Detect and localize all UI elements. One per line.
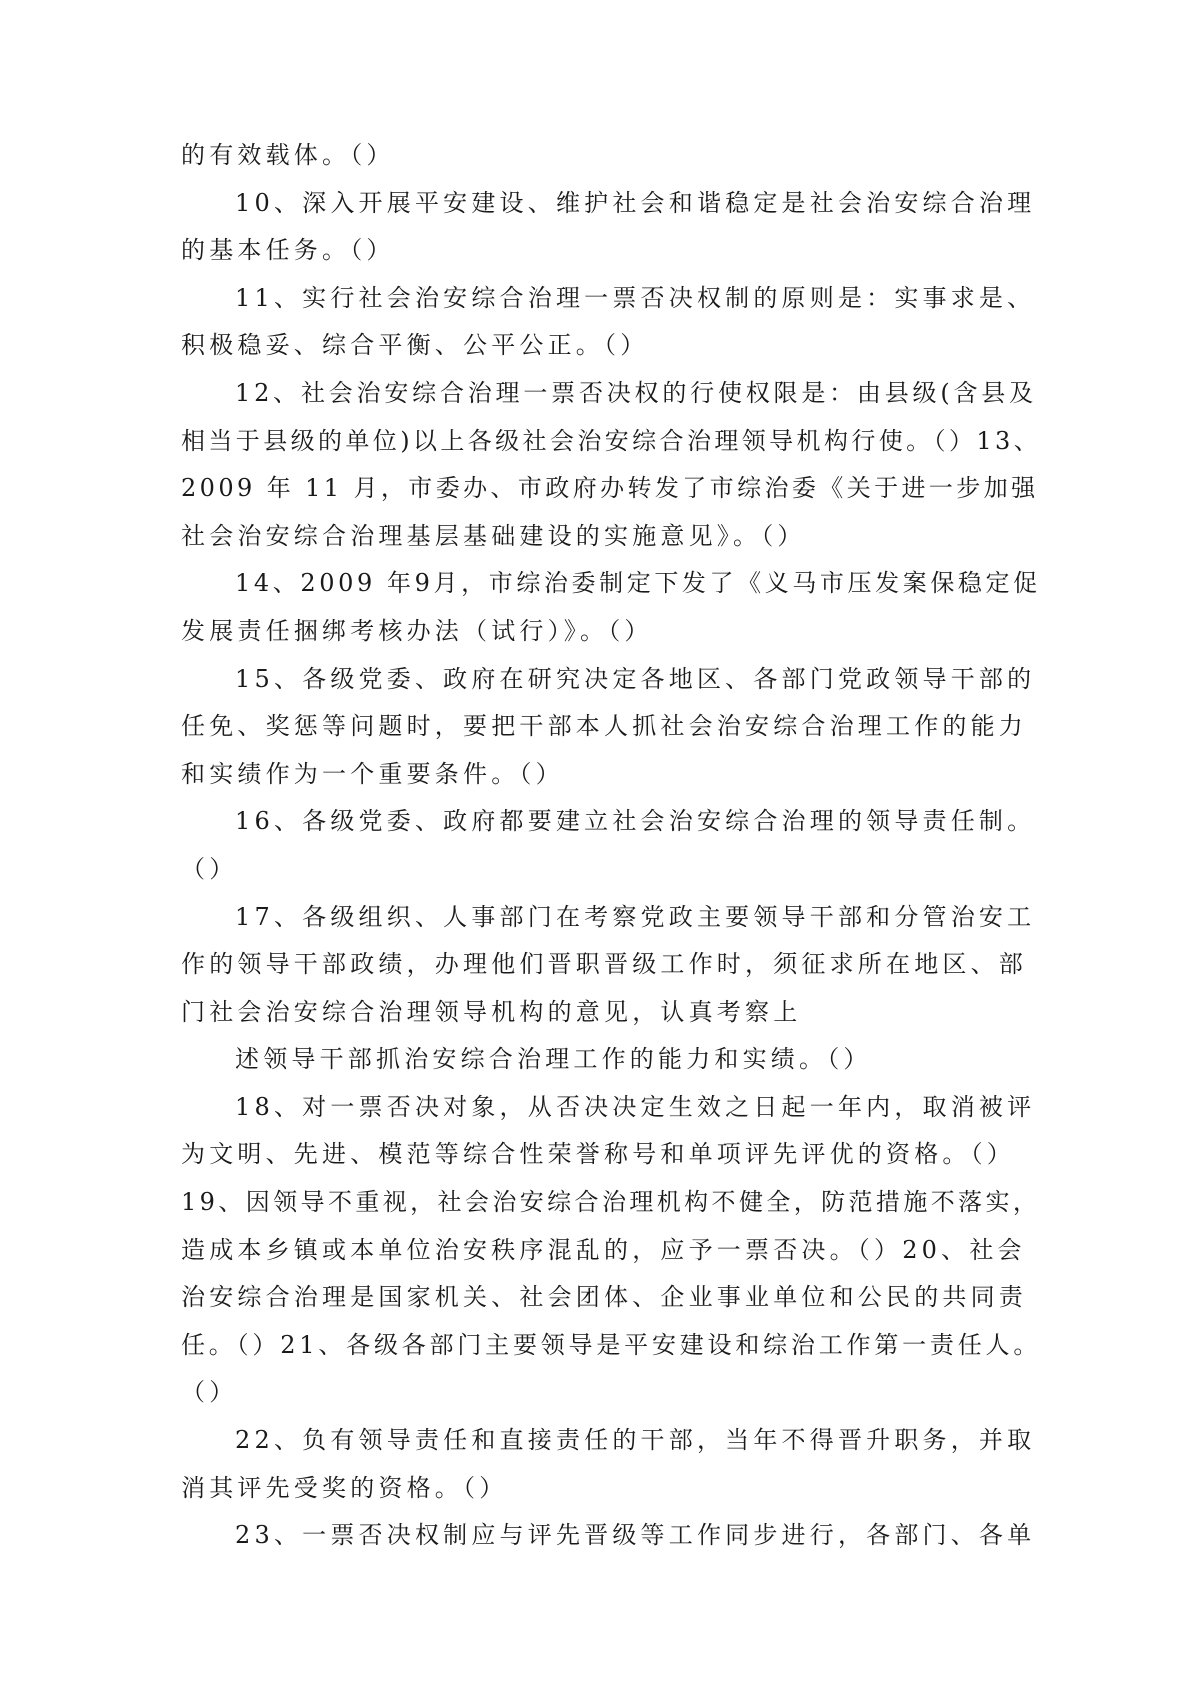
text-line: 任免、奖惩等问题时，要把干部本人抓社会治安综合治理工作的能力	[181, 712, 1027, 741]
text-line: 相当于县级的单位)以上各级社会治安综合治理领导机构行使。（）13、	[181, 426, 1042, 455]
text-line: 和实绩作为一个重要条件。（）	[181, 759, 564, 788]
text-line: 述领导干部抓治安综合治理工作的能力和实绩。（）	[235, 1045, 872, 1074]
text-line: 造成本乡镇或本单位治安秩序混乱的，应予一票否决。（）20、社会	[181, 1235, 1026, 1264]
text-line: 15、各级党委、政府在研究决定各地区、各部门党政领导干部的	[235, 664, 1036, 693]
text-line: 任。（）21、各级各部门主要领导是平安建设和综治工作第一责任人。	[181, 1330, 1042, 1359]
text-line: 23、一票否决权制应与评先晋级等工作同步进行，各部门、各单	[235, 1521, 1036, 1550]
text-line: 2009 年 11 月，市委办、市政府办转发了市综治委《关于进一步加强	[181, 474, 1039, 503]
text-line: 11、实行社会治安综合治理一票否决权制的原则是：实事求是、	[235, 283, 1036, 312]
text-line: 19、因领导不重视，社会治安综合治理机构不健全，防范措施不落实，	[181, 1188, 1041, 1217]
text-line: 治安综合治理是国家机关、社会团体、企业事业单位和公民的共同责	[181, 1283, 1027, 1312]
text-line: （）	[181, 854, 238, 883]
text-line: 作的领导干部政绩，办理他们晋职晋级工作时，须征求所在地区、部	[181, 950, 1027, 979]
text-line: 为文明、先进、模范等综合性荣誉称号和单项评先评优的资格。（）	[181, 1140, 1015, 1169]
text-line: 积极稳妥、综合平衡、公平公正。（）	[181, 331, 649, 360]
text-line: 发展责任捆绑考核办法（试行）》。（）	[181, 616, 653, 645]
text-line: 14、2009 年9月，市综治委制定下发了《义马市压发案保稳定促	[235, 569, 1041, 598]
document-body	[181, 132, 1041, 1560]
text-line: 消其评先受奖的资格。（）	[181, 1473, 508, 1502]
text-line: 门社会治安综合治理领导机构的意见，认真考察上	[181, 997, 802, 1026]
text-line: 22、负有领导责任和直接责任的干部，当年不得晋升职务，并取	[235, 1426, 1036, 1455]
text-line: 的基本任务。（）	[181, 236, 395, 265]
text-line: 的有效载体。（）	[181, 141, 395, 169]
text-line: 社会治安综合治理基层基础建设的实施意见》。（）	[181, 521, 806, 550]
text-line: 16、各级党委、政府都要建立社会治安综合治理的领导责任制。	[235, 807, 1036, 836]
text-line: 18、对一票否决对象，从否决决定生效之日起一年内，取消被评	[235, 1092, 1036, 1121]
text-line: 17、各级组织、人事部门在考察党政主要领导干部和分管治安工	[235, 902, 1036, 931]
text-line: 12、社会治安综合治理一票否决权的行使权限是：由县级(含县及	[235, 378, 1037, 407]
text-line: 10、深入开展平安建设、维护社会和谐稳定是社会治安综合治理	[235, 188, 1036, 217]
text-line: （）	[181, 1378, 238, 1407]
